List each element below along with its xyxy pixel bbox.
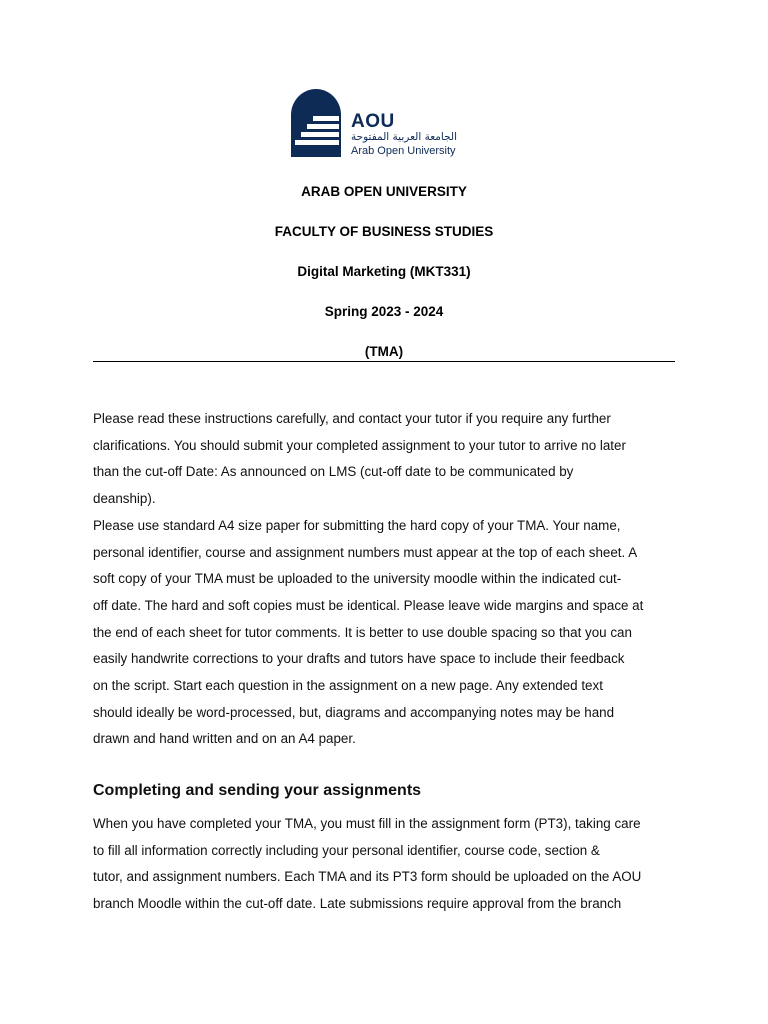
text-line: the end of each sheet for tutor comments. It is better to use double spacing so that you can: [93, 624, 632, 640]
text-line: to fill all information correctly including your personal identifier, course code, section &: [93, 842, 600, 858]
text-line: should ideally be word-processed, but, diagrams and accompanying notes may be hand: [93, 704, 615, 720]
section-heading: Completing and sending your assignments: [93, 782, 422, 799]
faculty-title: FACULTY OF BUSINESS STUDIES: [274, 224, 494, 239]
university-title: ARAB OPEN UNIVERSITY: [301, 184, 467, 199]
text-line: drawn and hand written and on an A4 paper.: [93, 731, 356, 747]
text-line: When you have completed your TMA, you must fill in the assignment form (PT3), taking care: [93, 816, 641, 831]
text-line: clarifications. You should submit your completed assignment to your tutor to arrive no later: [93, 437, 626, 453]
text-line: deanship).: [93, 491, 156, 507]
logo-arabic-name: الجامعة العربية المفتوحة: [351, 131, 457, 143]
instructions-paragraph: [93, 406, 678, 753]
text-line: tutor, and assignment numbers. Each TMA and its PT3 form should be uploaded on the AOU: [93, 869, 642, 885]
header-divider: [93, 361, 675, 362]
text-line: Please read these instructions carefully, and contact your tutor if you require any further: [93, 411, 611, 426]
text-line: branch Moodle within the cut-off date. Late submissions require approval from the branch: [93, 896, 622, 912]
assignment-type: (TMA): [364, 344, 404, 359]
text-line: personal identifier, course and assignment numbers must appear at the top of each sheet. A: [93, 544, 638, 560]
aou-logo: [290, 87, 478, 160]
text-line: off date. The hard and soft copies must be identical. Please leave wide margins and space at: [93, 597, 644, 613]
completing-paragraph: [93, 811, 678, 918]
text-line: on the script. Start each question in the assignment on a new page. Any extended text: [93, 678, 603, 694]
logo-english-name: Arab Open University: [351, 145, 456, 157]
text-line: than the cut-off Date: As announced on LMS (cut-off date to be communicated by: [93, 464, 574, 480]
aou-emblem-icon: [290, 87, 350, 160]
text-line: easily handwrite corrections to your drafts and tutors have space to include their feedback: [93, 651, 625, 667]
course-title: Digital Marketing (MKT331): [297, 264, 471, 279]
text-line: Please use standard A4 size paper for submitting the hard copy of your TMA. Your name,: [93, 517, 621, 533]
term-title: Spring 2023 - 2024: [324, 304, 444, 319]
logo-abbreviation: AOU: [351, 111, 395, 132]
text-line: soft copy of your TMA must be uploaded to the university moodle within the indicated cut-: [93, 571, 622, 587]
